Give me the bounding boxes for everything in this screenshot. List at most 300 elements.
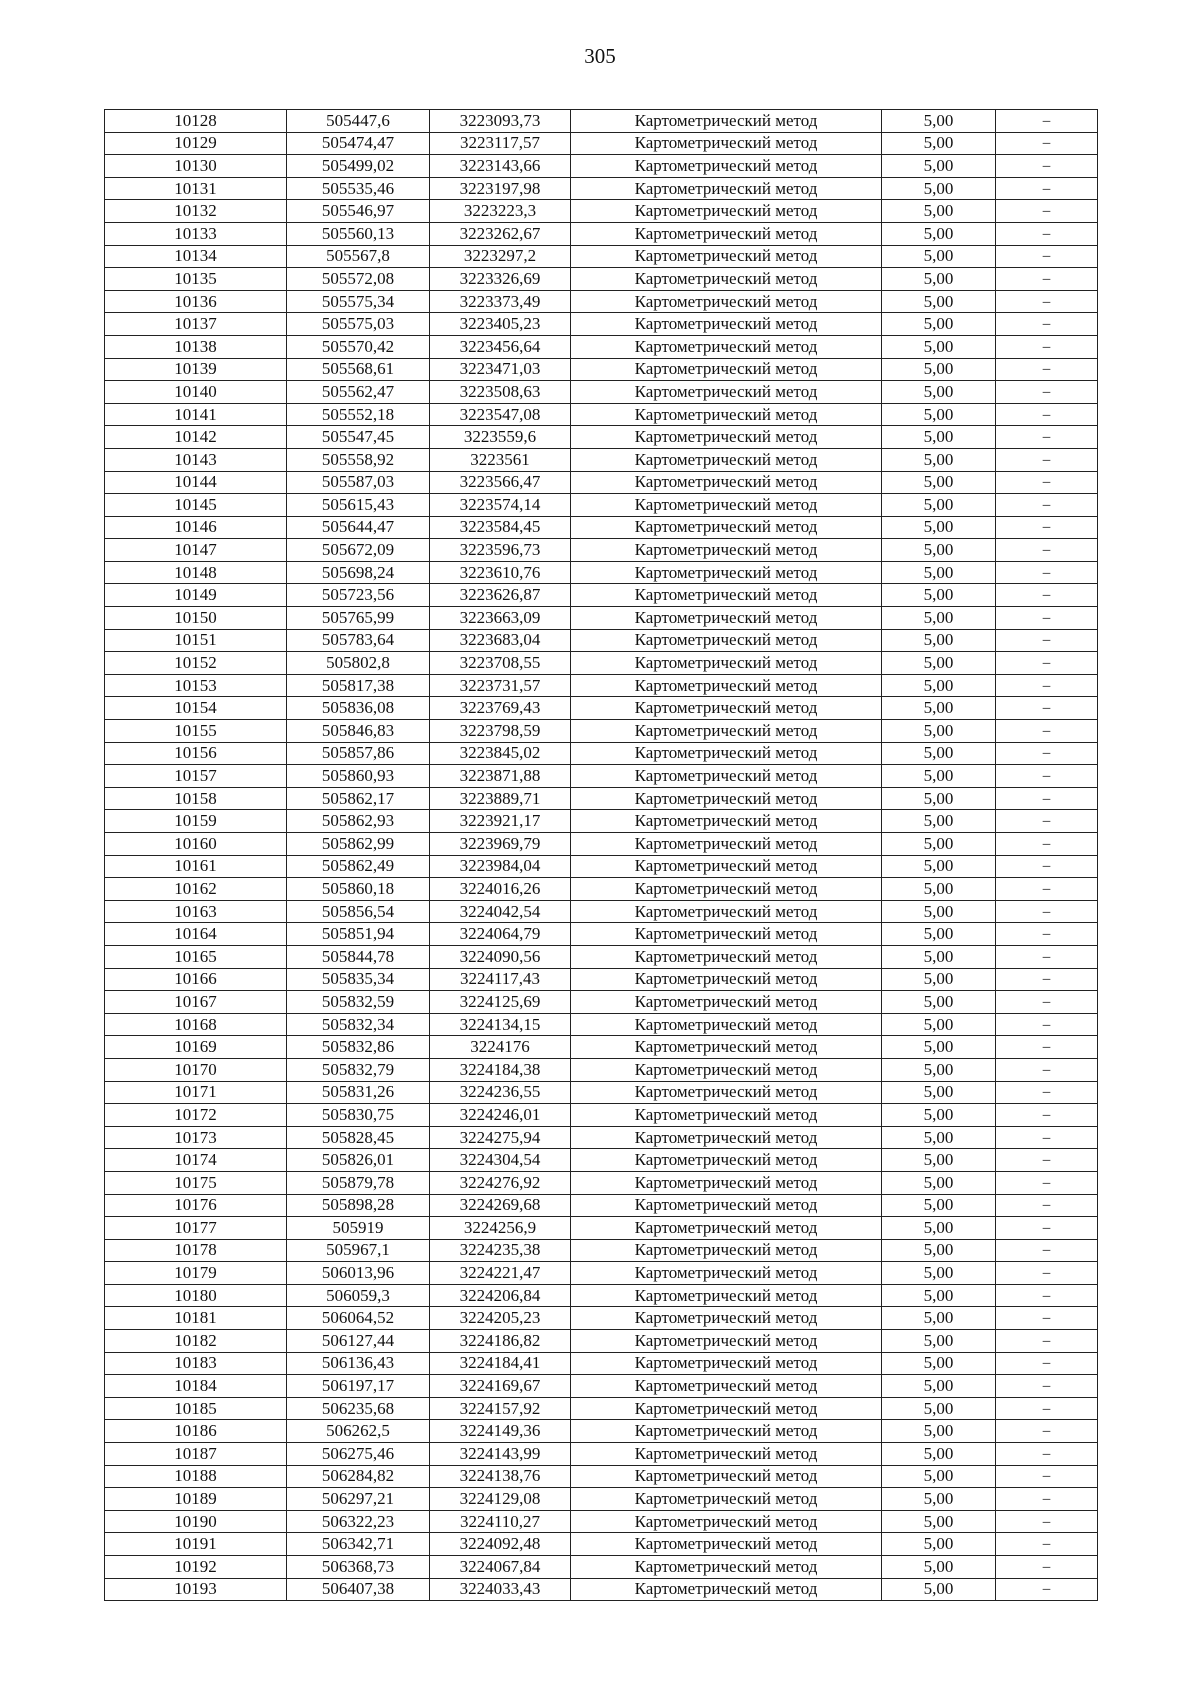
description-cell: – — [996, 833, 1098, 856]
precision-cell: 5,00 — [882, 426, 996, 449]
y-coordinate-cell: 3224016,26 — [430, 878, 571, 901]
y-coordinate-cell: 3224205,23 — [430, 1307, 571, 1330]
method-cell: Картометрический метод — [571, 1488, 882, 1511]
method-cell: Картометрический метод — [571, 674, 882, 697]
point-number-cell: 10143 — [105, 448, 287, 471]
precision-cell: 5,00 — [882, 1284, 996, 1307]
point-number-cell: 10157 — [105, 765, 287, 788]
description-cell: – — [996, 810, 1098, 833]
x-coordinate-cell: 506407,38 — [287, 1578, 430, 1601]
x-coordinate-cell: 505575,03 — [287, 313, 430, 336]
table-row — [105, 1217, 1098, 1240]
x-coordinate-cell: 505499,02 — [287, 155, 430, 178]
precision-cell: 5,00 — [882, 1171, 996, 1194]
x-coordinate-cell: 505862,17 — [287, 787, 430, 810]
y-coordinate-cell: 3223969,79 — [430, 833, 571, 856]
description-cell: – — [996, 945, 1098, 968]
x-coordinate-cell: 505562,47 — [287, 381, 430, 404]
x-coordinate-cell: 505783,64 — [287, 629, 430, 652]
method-cell: Картометрический метод — [571, 381, 882, 404]
method-cell: Картометрический метод — [571, 742, 882, 765]
precision-cell: 5,00 — [882, 1330, 996, 1353]
description-cell: – — [996, 110, 1098, 133]
table-row — [105, 1171, 1098, 1194]
description-cell: – — [996, 290, 1098, 313]
y-coordinate-cell: 3223456,64 — [430, 335, 571, 358]
x-coordinate-cell: 505857,86 — [287, 742, 430, 765]
table-row — [105, 584, 1098, 607]
description-cell: – — [996, 426, 1098, 449]
description-cell: – — [996, 629, 1098, 652]
x-coordinate-cell: 505535,46 — [287, 177, 430, 200]
description-cell: – — [996, 855, 1098, 878]
description-cell: – — [996, 968, 1098, 991]
table-row — [105, 222, 1098, 245]
y-coordinate-cell: 3223596,73 — [430, 539, 571, 562]
y-coordinate-cell: 3224246,01 — [430, 1104, 571, 1127]
x-coordinate-cell: 505851,94 — [287, 923, 430, 946]
table-row — [105, 697, 1098, 720]
precision-cell: 5,00 — [882, 1081, 996, 1104]
x-coordinate-cell: 505835,34 — [287, 968, 430, 991]
precision-cell: 5,00 — [882, 584, 996, 607]
precision-cell: 5,00 — [882, 222, 996, 245]
table-row — [105, 245, 1098, 268]
description-cell: – — [996, 742, 1098, 765]
table-row — [105, 110, 1098, 133]
precision-cell: 5,00 — [882, 1533, 996, 1556]
x-coordinate-cell: 506275,46 — [287, 1443, 430, 1466]
x-coordinate-cell: 505856,54 — [287, 900, 430, 923]
point-number-cell: 10191 — [105, 1533, 287, 1556]
y-coordinate-cell: 3223574,14 — [430, 494, 571, 517]
point-number-cell: 10169 — [105, 1036, 287, 1059]
x-coordinate-cell: 506064,52 — [287, 1307, 430, 1330]
table-row — [105, 335, 1098, 358]
description-cell: – — [996, 1081, 1098, 1104]
method-cell: Картометрический метод — [571, 1465, 882, 1488]
method-cell: Картометрический метод — [571, 1375, 882, 1398]
method-cell: Картометрический метод — [571, 1397, 882, 1420]
method-cell: Картометрический метод — [571, 1420, 882, 1443]
description-cell: – — [996, 584, 1098, 607]
point-number-cell: 10132 — [105, 200, 287, 223]
precision-cell: 5,00 — [882, 787, 996, 810]
method-cell: Картометрический метод — [571, 268, 882, 291]
x-coordinate-cell: 505672,09 — [287, 539, 430, 562]
x-coordinate-cell: 505844,78 — [287, 945, 430, 968]
description-cell: – — [996, 1104, 1098, 1127]
description-cell: – — [996, 1488, 1098, 1511]
table-row — [105, 1307, 1098, 1330]
precision-cell: 5,00 — [882, 1036, 996, 1059]
point-number-cell: 10184 — [105, 1375, 287, 1398]
table-row — [105, 1352, 1098, 1375]
description-cell: – — [996, 245, 1098, 268]
table-row — [105, 1081, 1098, 1104]
precision-cell: 5,00 — [882, 177, 996, 200]
description-cell: – — [996, 1465, 1098, 1488]
x-coordinate-cell: 505862,99 — [287, 833, 430, 856]
x-coordinate-cell: 505723,56 — [287, 584, 430, 607]
table-row — [105, 923, 1098, 946]
method-cell: Картометрический метод — [571, 765, 882, 788]
x-coordinate-cell: 505860,93 — [287, 765, 430, 788]
y-coordinate-cell: 3224090,56 — [430, 945, 571, 968]
y-coordinate-cell: 3223708,55 — [430, 652, 571, 675]
precision-cell: 5,00 — [882, 697, 996, 720]
point-number-cell: 10135 — [105, 268, 287, 291]
point-number-cell: 10148 — [105, 561, 287, 584]
precision-cell: 5,00 — [882, 358, 996, 381]
description-cell: – — [996, 313, 1098, 336]
method-cell: Картометрический метод — [571, 900, 882, 923]
point-number-cell: 10174 — [105, 1149, 287, 1172]
method-cell: Картометрический метод — [571, 516, 882, 539]
precision-cell: 5,00 — [882, 245, 996, 268]
y-coordinate-cell: 3224184,41 — [430, 1352, 571, 1375]
y-coordinate-cell: 3224149,36 — [430, 1420, 571, 1443]
y-coordinate-cell: 3223984,04 — [430, 855, 571, 878]
y-coordinate-cell: 3223117,57 — [430, 132, 571, 155]
precision-cell: 5,00 — [882, 516, 996, 539]
y-coordinate-cell: 3224236,55 — [430, 1081, 571, 1104]
precision-cell: 5,00 — [882, 561, 996, 584]
point-number-cell: 10183 — [105, 1352, 287, 1375]
y-coordinate-cell: 3223326,69 — [430, 268, 571, 291]
method-cell: Картометрический метод — [571, 222, 882, 245]
point-number-cell: 10153 — [105, 674, 287, 697]
method-cell: Картометрический метод — [571, 923, 882, 946]
point-number-cell: 10170 — [105, 1058, 287, 1081]
precision-cell: 5,00 — [882, 742, 996, 765]
y-coordinate-cell: 3224157,92 — [430, 1397, 571, 1420]
method-cell: Картометрический метод — [571, 1239, 882, 1262]
y-coordinate-cell: 3223769,43 — [430, 697, 571, 720]
table-row — [105, 1556, 1098, 1579]
point-number-cell: 10161 — [105, 855, 287, 878]
x-coordinate-cell: 505817,38 — [287, 674, 430, 697]
x-coordinate-cell: 505879,78 — [287, 1171, 430, 1194]
method-cell: Картометрический метод — [571, 1104, 882, 1127]
method-cell: Картометрический метод — [571, 607, 882, 630]
point-number-cell: 10141 — [105, 403, 287, 426]
precision-cell: 5,00 — [882, 471, 996, 494]
method-cell: Картометрический метод — [571, 584, 882, 607]
point-number-cell: 10165 — [105, 945, 287, 968]
table-row — [105, 787, 1098, 810]
precision-cell: 5,00 — [882, 1194, 996, 1217]
table-row — [105, 1058, 1098, 1081]
point-number-cell: 10160 — [105, 833, 287, 856]
point-number-cell: 10159 — [105, 810, 287, 833]
y-coordinate-cell: 3224033,43 — [430, 1578, 571, 1601]
x-coordinate-cell: 505558,92 — [287, 448, 430, 471]
y-coordinate-cell: 3223373,49 — [430, 290, 571, 313]
description-cell: – — [996, 155, 1098, 178]
precision-cell: 5,00 — [882, 1126, 996, 1149]
x-coordinate-cell: 506262,5 — [287, 1420, 430, 1443]
method-cell: Картометрический метод — [571, 1194, 882, 1217]
description-cell: – — [996, 1307, 1098, 1330]
method-cell: Картометрический метод — [571, 1330, 882, 1353]
description-cell: – — [996, 1194, 1098, 1217]
description-cell: – — [996, 335, 1098, 358]
point-number-cell: 10162 — [105, 878, 287, 901]
precision-cell: 5,00 — [882, 1465, 996, 1488]
table-row — [105, 471, 1098, 494]
point-number-cell: 10136 — [105, 290, 287, 313]
table-row — [105, 313, 1098, 336]
y-coordinate-cell: 3224256,9 — [430, 1217, 571, 1240]
table-row — [105, 742, 1098, 765]
x-coordinate-cell: 505644,47 — [287, 516, 430, 539]
description-cell: – — [996, 448, 1098, 471]
method-cell: Картометрический метод — [571, 1533, 882, 1556]
table-row — [105, 132, 1098, 155]
x-coordinate-cell: 505560,13 — [287, 222, 430, 245]
x-coordinate-cell: 505828,45 — [287, 1126, 430, 1149]
method-cell: Картометрический метод — [571, 471, 882, 494]
point-number-cell: 10139 — [105, 358, 287, 381]
precision-cell: 5,00 — [882, 110, 996, 133]
description-cell: – — [996, 1013, 1098, 1036]
x-coordinate-cell: 506013,96 — [287, 1262, 430, 1285]
y-coordinate-cell: 3224269,68 — [430, 1194, 571, 1217]
method-cell: Картометрический метод — [571, 810, 882, 833]
description-cell: – — [996, 381, 1098, 404]
method-cell: Картометрический метод — [571, 697, 882, 720]
table-row — [105, 833, 1098, 856]
point-number-cell: 10164 — [105, 923, 287, 946]
description-cell: – — [996, 1533, 1098, 1556]
y-coordinate-cell: 3224186,82 — [430, 1330, 571, 1353]
method-cell: Картометрический метод — [571, 720, 882, 743]
point-number-cell: 10182 — [105, 1330, 287, 1353]
description-cell: – — [996, 1126, 1098, 1149]
x-coordinate-cell: 505967,1 — [287, 1239, 430, 1262]
precision-cell: 5,00 — [882, 878, 996, 901]
method-cell: Картометрический метод — [571, 1352, 882, 1375]
x-coordinate-cell: 505698,24 — [287, 561, 430, 584]
precision-cell: 5,00 — [882, 1510, 996, 1533]
description-cell: – — [996, 516, 1098, 539]
y-coordinate-cell: 3224117,43 — [430, 968, 571, 991]
method-cell: Картометрический метод — [571, 110, 882, 133]
table-row — [105, 448, 1098, 471]
table-row — [105, 177, 1098, 200]
precision-cell: 5,00 — [882, 1443, 996, 1466]
point-number-cell: 10149 — [105, 584, 287, 607]
x-coordinate-cell: 505615,43 — [287, 494, 430, 517]
method-cell: Картометрический метод — [571, 629, 882, 652]
method-cell: Картометрический метод — [571, 991, 882, 1014]
precision-cell: 5,00 — [882, 674, 996, 697]
table-row — [105, 607, 1098, 630]
point-number-cell: 10150 — [105, 607, 287, 630]
method-cell: Картометрический метод — [571, 1171, 882, 1194]
table-row — [105, 1375, 1098, 1398]
y-coordinate-cell: 3223297,2 — [430, 245, 571, 268]
precision-cell: 5,00 — [882, 1488, 996, 1511]
precision-cell: 5,00 — [882, 765, 996, 788]
y-coordinate-cell: 3224169,67 — [430, 1375, 571, 1398]
table-row — [105, 1443, 1098, 1466]
method-cell: Картометрический метод — [571, 855, 882, 878]
point-number-cell: 10129 — [105, 132, 287, 155]
table-row — [105, 358, 1098, 381]
description-cell: – — [996, 1330, 1098, 1353]
method-cell: Картометрический метод — [571, 1081, 882, 1104]
method-cell: Картометрический метод — [571, 833, 882, 856]
precision-cell: 5,00 — [882, 1149, 996, 1172]
x-coordinate-cell: 506059,3 — [287, 1284, 430, 1307]
x-coordinate-cell: 505568,61 — [287, 358, 430, 381]
point-number-cell: 10179 — [105, 1262, 287, 1285]
x-coordinate-cell: 505547,45 — [287, 426, 430, 449]
x-coordinate-cell: 505832,34 — [287, 1013, 430, 1036]
method-cell: Картометрический метод — [571, 245, 882, 268]
point-number-cell: 10154 — [105, 697, 287, 720]
precision-cell: 5,00 — [882, 945, 996, 968]
y-coordinate-cell: 3223559,6 — [430, 426, 571, 449]
y-coordinate-cell: 3224042,54 — [430, 900, 571, 923]
point-number-cell: 10151 — [105, 629, 287, 652]
point-number-cell: 10156 — [105, 742, 287, 765]
table-row — [105, 629, 1098, 652]
description-cell: – — [996, 1036, 1098, 1059]
table-row — [105, 1149, 1098, 1172]
precision-cell: 5,00 — [882, 810, 996, 833]
method-cell: Картометрический метод — [571, 652, 882, 675]
page-number: 305 — [584, 44, 616, 68]
precision-cell: 5,00 — [882, 652, 996, 675]
precision-cell: 5,00 — [882, 132, 996, 155]
description-cell: – — [996, 1397, 1098, 1420]
precision-cell: 5,00 — [882, 448, 996, 471]
point-number-cell: 10152 — [105, 652, 287, 675]
point-number-cell: 10176 — [105, 1194, 287, 1217]
y-coordinate-cell: 3224110,27 — [430, 1510, 571, 1533]
method-cell: Картометрический метод — [571, 448, 882, 471]
precision-cell: 5,00 — [882, 968, 996, 991]
y-coordinate-cell: 3223223,3 — [430, 200, 571, 223]
precision-cell: 5,00 — [882, 607, 996, 630]
description-cell: – — [996, 991, 1098, 1014]
precision-cell: 5,00 — [882, 381, 996, 404]
coordinates-table — [104, 109, 1098, 1601]
precision-cell: 5,00 — [882, 923, 996, 946]
precision-cell: 5,00 — [882, 1217, 996, 1240]
y-coordinate-cell: 3224143,99 — [430, 1443, 571, 1466]
x-coordinate-cell: 505830,75 — [287, 1104, 430, 1127]
y-coordinate-cell: 3223871,88 — [430, 765, 571, 788]
point-number-cell: 10142 — [105, 426, 287, 449]
table-row — [105, 878, 1098, 901]
x-coordinate-cell: 506197,17 — [287, 1375, 430, 1398]
description-cell: – — [996, 1239, 1098, 1262]
x-coordinate-cell: 505898,28 — [287, 1194, 430, 1217]
y-coordinate-cell: 3223584,45 — [430, 516, 571, 539]
description-cell: – — [996, 674, 1098, 697]
table-row — [105, 968, 1098, 991]
precision-cell: 5,00 — [882, 1352, 996, 1375]
method-cell: Картометрический метод — [571, 1443, 882, 1466]
description-cell: – — [996, 200, 1098, 223]
table-row — [105, 539, 1098, 562]
precision-cell: 5,00 — [882, 1578, 996, 1601]
description-cell: – — [996, 607, 1098, 630]
method-cell: Картометрический метод — [571, 945, 882, 968]
table-row — [105, 516, 1098, 539]
method-cell: Картометрический метод — [571, 1058, 882, 1081]
precision-cell: 5,00 — [882, 403, 996, 426]
table-row — [105, 900, 1098, 923]
point-number-cell: 10192 — [105, 1556, 287, 1579]
point-number-cell: 10163 — [105, 900, 287, 923]
table-row — [105, 1488, 1098, 1511]
point-number-cell: 10180 — [105, 1284, 287, 1307]
y-coordinate-cell: 3223143,66 — [430, 155, 571, 178]
y-coordinate-cell: 3223405,23 — [430, 313, 571, 336]
table-row — [105, 1239, 1098, 1262]
method-cell: Картометрический метод — [571, 1578, 882, 1601]
y-coordinate-cell: 3223508,63 — [430, 381, 571, 404]
y-coordinate-cell: 3223731,57 — [430, 674, 571, 697]
y-coordinate-cell: 3224275,94 — [430, 1126, 571, 1149]
point-number-cell: 10133 — [105, 222, 287, 245]
y-coordinate-cell: 3223663,09 — [430, 607, 571, 630]
table-row — [105, 1284, 1098, 1307]
x-coordinate-cell: 505832,86 — [287, 1036, 430, 1059]
precision-cell: 5,00 — [882, 855, 996, 878]
point-number-cell: 10188 — [105, 1465, 287, 1488]
table-row — [105, 200, 1098, 223]
description-cell: – — [996, 1375, 1098, 1398]
point-number-cell: 10134 — [105, 245, 287, 268]
method-cell: Картометрический метод — [571, 313, 882, 336]
point-number-cell: 10131 — [105, 177, 287, 200]
precision-cell: 5,00 — [882, 290, 996, 313]
point-number-cell: 10146 — [105, 516, 287, 539]
y-coordinate-cell: 3224221,47 — [430, 1262, 571, 1285]
precision-cell: 5,00 — [882, 1013, 996, 1036]
table-row — [105, 1104, 1098, 1127]
x-coordinate-cell: 505860,18 — [287, 878, 430, 901]
y-coordinate-cell: 3223845,02 — [430, 742, 571, 765]
table-row — [105, 674, 1098, 697]
point-number-cell: 10144 — [105, 471, 287, 494]
description-cell: – — [996, 1443, 1098, 1466]
table-row — [105, 426, 1098, 449]
point-number-cell: 10185 — [105, 1397, 287, 1420]
method-cell: Картометрический метод — [571, 200, 882, 223]
x-coordinate-cell: 506297,21 — [287, 1488, 430, 1511]
x-coordinate-cell: 506235,68 — [287, 1397, 430, 1420]
description-cell: – — [996, 1352, 1098, 1375]
y-coordinate-cell: 3223561 — [430, 448, 571, 471]
method-cell: Картометрический метод — [571, 968, 882, 991]
description-cell: – — [996, 720, 1098, 743]
precision-cell: 5,00 — [882, 1397, 996, 1420]
table-row — [105, 1036, 1098, 1059]
description-cell: – — [996, 471, 1098, 494]
point-number-cell: 10155 — [105, 720, 287, 743]
method-cell: Картометрический метод — [571, 787, 882, 810]
coordinates-table-body — [105, 110, 1098, 1601]
y-coordinate-cell: 3224138,76 — [430, 1465, 571, 1488]
table-row — [105, 810, 1098, 833]
